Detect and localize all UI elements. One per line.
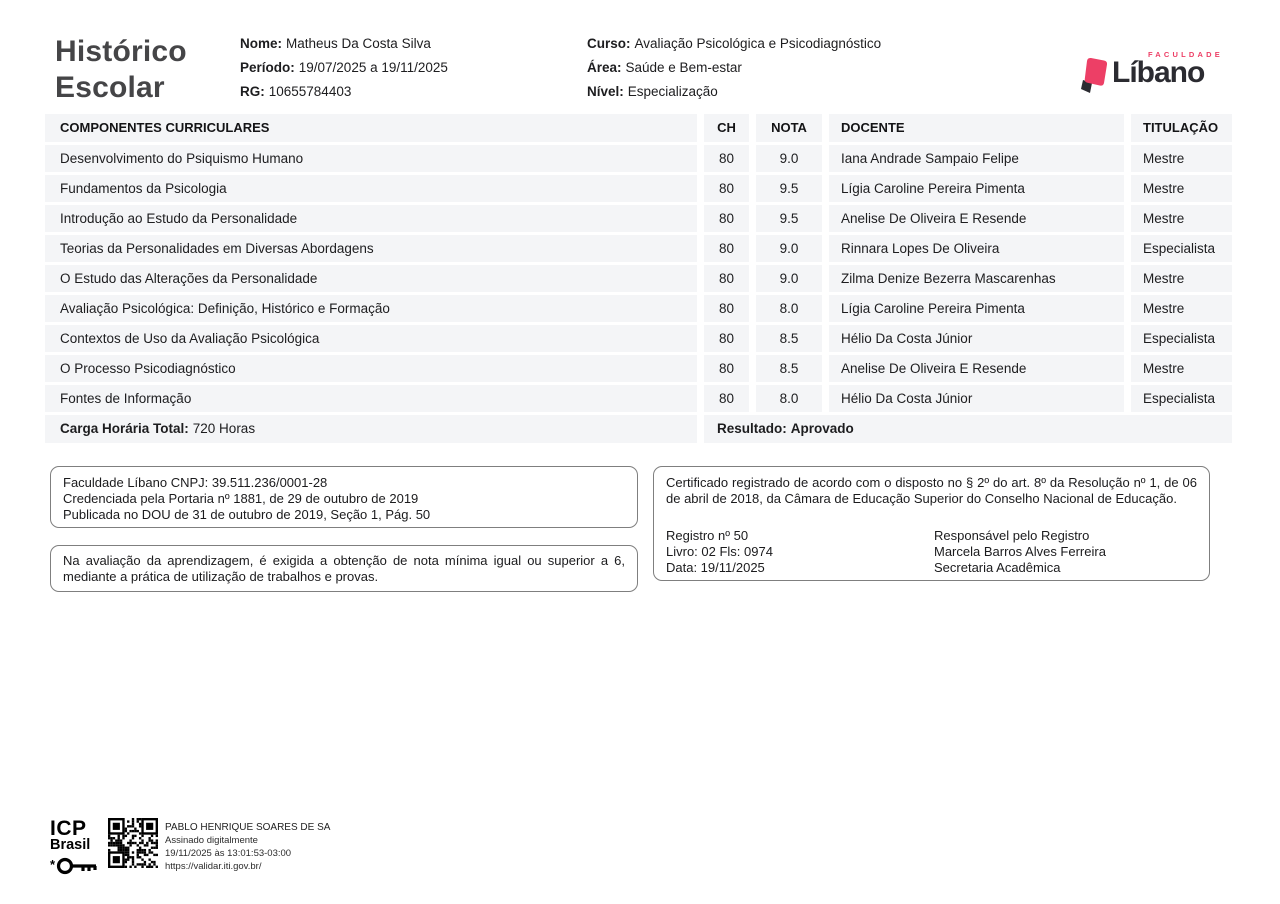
registry-number: Registro nº 50 bbox=[666, 528, 749, 544]
cell-titulacao: Mestre bbox=[1131, 175, 1232, 202]
page-title bbox=[55, 34, 187, 106]
accreditation-line: Credenciada pela Portaria nº 1881, de 29 de outubro de 2019 bbox=[63, 491, 419, 507]
cell-componente: Fundamentos da Psicologia bbox=[45, 175, 697, 202]
cell-nota: 9.0 bbox=[756, 145, 822, 172]
result-cell bbox=[704, 415, 1232, 443]
cell-ch: 80 bbox=[704, 385, 749, 412]
cell-titulacao: Mestre bbox=[1131, 295, 1232, 322]
cell-docente: Hélio Da Costa Júnior bbox=[829, 325, 1124, 352]
cell-nota: 8.0 bbox=[756, 385, 822, 412]
total-hours-value: 720 Horas bbox=[192, 421, 256, 436]
brasil-text: Brasil bbox=[50, 837, 91, 853]
cell-docente: Hélio Da Costa Júnior bbox=[829, 385, 1124, 412]
student-rg-value: 10655784403 bbox=[268, 84, 352, 99]
cell-titulacao: Especialista bbox=[1131, 325, 1232, 352]
col-header-componentes: COMPONENTES CURRICULARES bbox=[45, 114, 697, 142]
cell-titulacao: Mestre bbox=[1131, 205, 1232, 232]
libano-book-icon bbox=[1080, 56, 1110, 99]
cell-ch: 80 bbox=[704, 265, 749, 292]
page-title-line2: Escolar bbox=[55, 71, 165, 104]
table-total-row bbox=[45, 415, 1232, 443]
cell-nota: 9.5 bbox=[756, 175, 822, 202]
signature-method: Assinado digitalmente bbox=[165, 835, 258, 846]
table-row bbox=[45, 175, 1232, 202]
cell-componente: O Processo Psicodiagnóstico bbox=[45, 355, 697, 382]
cell-titulacao: Mestre bbox=[1131, 145, 1232, 172]
cell-ch: 80 bbox=[704, 145, 749, 172]
registrar-name: Marcela Barros Alves Ferreira bbox=[934, 544, 1106, 559]
cell-ch: 80 bbox=[704, 175, 749, 202]
cell-docente: Zilma Denize Bezerra Mascarenhas bbox=[829, 265, 1124, 292]
area-label: Área: bbox=[587, 60, 622, 75]
registry-columns bbox=[666, 528, 1197, 575]
table-header-row bbox=[45, 114, 1232, 142]
signer-name: PABLO HENRIQUE SOARES DE SA bbox=[165, 822, 331, 833]
grading-note-text: Na avaliação da aprendizagem, é exigida a obtenção de nota mínima igual ou superior a 6, mediante a prática de utilização de trabalhos e provas. bbox=[63, 553, 625, 585]
faculdade-libano-logo bbox=[1080, 50, 1225, 96]
total-hours-label: Carga Horária Total: bbox=[60, 421, 189, 436]
signature-timestamp: 19/11/2025 às 13:01:53-03:00 bbox=[165, 848, 292, 859]
table-row bbox=[45, 235, 1232, 262]
col-header-titulacao: TITULAÇÃO bbox=[1131, 114, 1232, 142]
course-line bbox=[587, 35, 881, 59]
course-label: Curso: bbox=[587, 36, 631, 51]
student-period-label: Período: bbox=[240, 60, 295, 75]
key-icon bbox=[50, 854, 100, 878]
cell-ch: 80 bbox=[704, 325, 749, 352]
cell-ch: 80 bbox=[704, 205, 749, 232]
cell-componente: Contextos de Uso da Avaliação Psicológica bbox=[45, 325, 697, 352]
registry-book: Livro: 02 Fls: 0974 bbox=[666, 544, 773, 559]
curriculum-table bbox=[45, 114, 1232, 446]
cell-titulacao: Mestre bbox=[1131, 265, 1232, 292]
area-line bbox=[587, 59, 881, 83]
cell-titulacao: Mestre bbox=[1131, 355, 1232, 382]
cell-componente: Desenvolvimento do Psiquismo Humano bbox=[45, 145, 697, 172]
logo-brand-text: Líbano bbox=[1112, 56, 1205, 89]
cell-titulacao: Especialista bbox=[1131, 385, 1232, 412]
accreditation-line: Faculdade Líbano CNPJ: 39.511.236/0001-28 bbox=[63, 475, 328, 490]
cell-componente: Introdução ao Estudo da Personalidade bbox=[45, 205, 697, 232]
table-row bbox=[45, 145, 1232, 172]
result-value: Aprovado bbox=[790, 421, 854, 436]
area-value: Saúde e Bem-estar bbox=[625, 60, 742, 75]
certificate-box bbox=[653, 466, 1210, 581]
cell-ch: 80 bbox=[704, 295, 749, 322]
cell-nota: 9.0 bbox=[756, 235, 822, 262]
table-row bbox=[45, 385, 1232, 412]
student-name-value: Matheus Da Costa Silva bbox=[286, 36, 431, 51]
level-label: Nível: bbox=[587, 84, 624, 99]
cell-ch: 80 bbox=[704, 235, 749, 262]
course-value: Avaliação Psicológica e Psicodiagnóstico bbox=[634, 36, 882, 51]
student-period-line bbox=[240, 59, 448, 83]
digital-signature-text bbox=[165, 821, 330, 873]
cell-ch: 80 bbox=[704, 355, 749, 382]
logo-tagline: FACULDADE bbox=[1147, 50, 1223, 59]
table-row bbox=[45, 355, 1232, 382]
registrar-title: Responsável pelo Registro bbox=[934, 528, 1090, 544]
cell-componente: O Estudo das Alterações da Personalidade bbox=[45, 265, 697, 292]
student-rg-line bbox=[240, 83, 448, 107]
student-name-line bbox=[240, 35, 448, 59]
col-header-docente: DOCENTE bbox=[829, 114, 1124, 142]
cell-docente: Lígia Caroline Pereira Pimenta bbox=[829, 175, 1124, 202]
certificate-note-text: Certificado registrado de acordo com o disposto no § 2º do art. 8º da Resolução nº 1, de 06 de abril de 2018, da Câmara de Educação Superior do Conselho Nacional de Educação. bbox=[666, 475, 1197, 507]
cell-titulacao: Especialista bbox=[1131, 235, 1232, 262]
cell-docente: Rinnara Lopes De Oliveira bbox=[829, 235, 1124, 262]
level-line bbox=[587, 83, 881, 107]
cell-nota: 8.0 bbox=[756, 295, 822, 322]
table-row bbox=[45, 295, 1232, 322]
registrar-info bbox=[934, 528, 1197, 575]
level-value: Especialização bbox=[627, 84, 718, 99]
cell-docente: Iana Andrade Sampaio Felipe bbox=[829, 145, 1124, 172]
accreditation-line: Publicada no DOU de 31 de outubro de 2019, Seção 1, Pág. 50 bbox=[63, 507, 431, 523]
cell-componente: Fontes de Informação bbox=[45, 385, 697, 412]
col-header-nota: NOTA bbox=[756, 114, 822, 142]
cell-componente: Teorias da Personalidades em Diversas Abordagens bbox=[45, 235, 697, 262]
student-name-label: Nome: bbox=[240, 36, 283, 51]
cell-docente: Lígia Caroline Pereira Pimenta bbox=[829, 295, 1124, 322]
table-row bbox=[45, 265, 1232, 292]
grading-note-box bbox=[50, 545, 638, 592]
registry-date: Data: 19/11/2025 bbox=[666, 559, 765, 575]
total-hours-cell bbox=[45, 415, 697, 443]
icp-brasil-logo bbox=[50, 819, 102, 878]
cell-nota: 8.5 bbox=[756, 355, 822, 382]
accreditation-box bbox=[50, 466, 638, 528]
svg-text:*: * bbox=[50, 857, 56, 872]
cell-docente: Anelise De Oliveira E Resende bbox=[829, 205, 1124, 232]
qr-code bbox=[108, 818, 158, 868]
icp-text: ICP bbox=[50, 817, 87, 840]
student-period-value: 19/07/2025 a 19/11/2025 bbox=[298, 60, 448, 75]
table-row bbox=[45, 325, 1232, 352]
cell-nota: 8.5 bbox=[756, 325, 822, 352]
cell-docente: Anelise De Oliveira E Resende bbox=[829, 355, 1124, 382]
cell-nota: 9.0 bbox=[756, 265, 822, 292]
student-rg-label: RG: bbox=[240, 84, 265, 99]
registry-info bbox=[666, 528, 934, 575]
col-header-ch: CH bbox=[704, 114, 749, 142]
signature-validation-url: https://validar.iti.gov.br/ bbox=[165, 861, 262, 872]
registrar-department: Secretaria Acadêmica bbox=[934, 559, 1061, 575]
student-info-left bbox=[240, 35, 448, 107]
table-row bbox=[45, 205, 1232, 232]
table-body bbox=[45, 145, 1232, 412]
cell-nota: 9.5 bbox=[756, 205, 822, 232]
course-info-right bbox=[587, 35, 881, 107]
page-title-line1: Histórico bbox=[55, 35, 187, 68]
cell-componente: Avaliação Psicológica: Definição, Histórico e Formação bbox=[45, 295, 697, 322]
result-label: Resultado: bbox=[717, 421, 787, 436]
